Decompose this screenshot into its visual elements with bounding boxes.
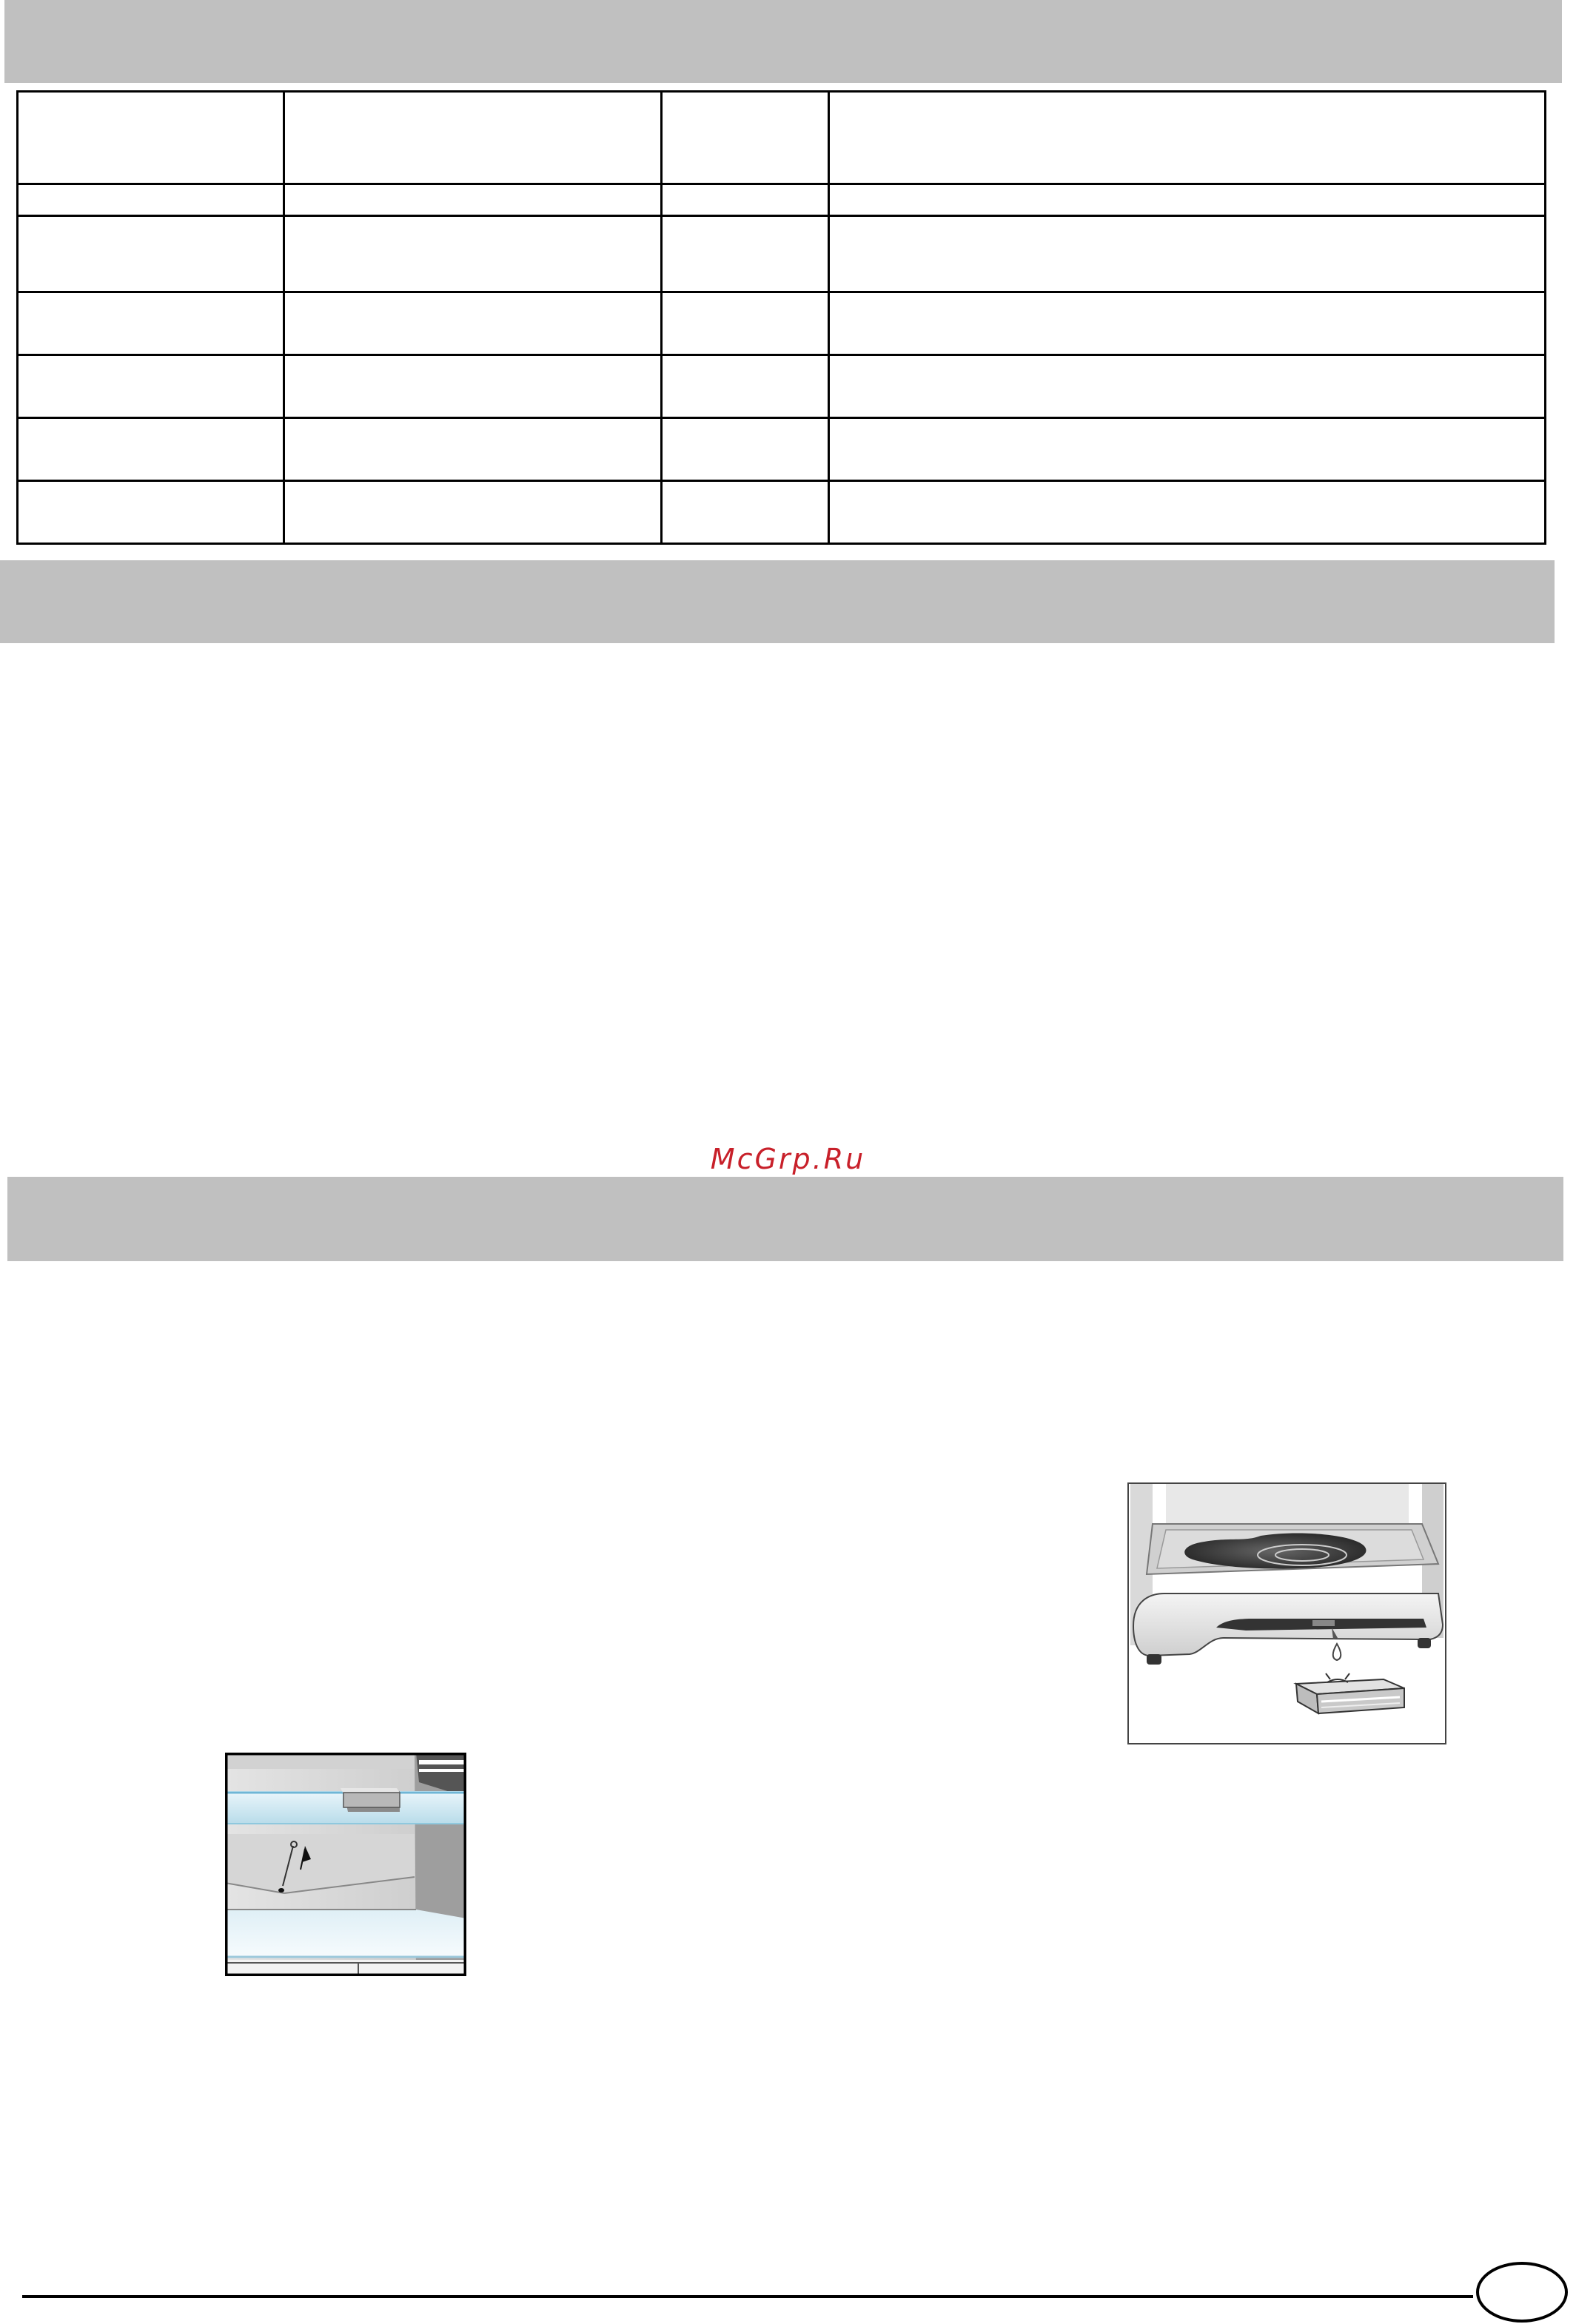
section-header-band xyxy=(0,560,1555,643)
table-cell xyxy=(829,355,1546,418)
table-cell xyxy=(829,216,1546,292)
table-cell xyxy=(18,184,284,216)
footer-rule xyxy=(22,2295,1473,2298)
table-cell xyxy=(284,355,662,418)
table-cell xyxy=(829,92,1546,184)
table-cell xyxy=(662,418,829,481)
table-row xyxy=(18,292,1546,355)
table-header-row xyxy=(18,92,1546,184)
section-header-band xyxy=(4,0,1562,83)
table-cell xyxy=(829,418,1546,481)
table-row xyxy=(18,184,1546,216)
section-header-band xyxy=(7,1177,1563,1261)
table-cell xyxy=(662,481,829,544)
table-cell xyxy=(284,418,662,481)
table-cell xyxy=(829,184,1546,216)
table-cell xyxy=(18,292,284,355)
table-cell xyxy=(662,355,829,418)
table-cell xyxy=(284,292,662,355)
table-cell xyxy=(284,216,662,292)
table-cell xyxy=(18,418,284,481)
table-cell xyxy=(18,355,284,418)
table-cell xyxy=(18,92,284,184)
table-cell xyxy=(284,184,662,216)
watermark-text: McGrp.Ru xyxy=(710,1143,866,1175)
table-cell xyxy=(662,92,829,184)
table-cell xyxy=(284,92,662,184)
table-cell xyxy=(829,481,1546,544)
table-cell xyxy=(829,292,1546,355)
table-cell xyxy=(18,481,284,544)
page-number-badge xyxy=(1476,2262,1568,2323)
table-row xyxy=(18,216,1546,292)
table-cell xyxy=(662,216,829,292)
table-row xyxy=(18,418,1546,481)
table-cell xyxy=(18,216,284,292)
table-cell xyxy=(284,481,662,544)
table-row xyxy=(18,481,1546,544)
table-cell xyxy=(662,292,829,355)
spec-table xyxy=(16,90,1546,545)
table-cell xyxy=(662,184,829,216)
fridge-shelf-drain-icon xyxy=(225,1753,466,1976)
defrost-water-tray-icon xyxy=(1127,1482,1446,1744)
table-row xyxy=(18,355,1546,418)
